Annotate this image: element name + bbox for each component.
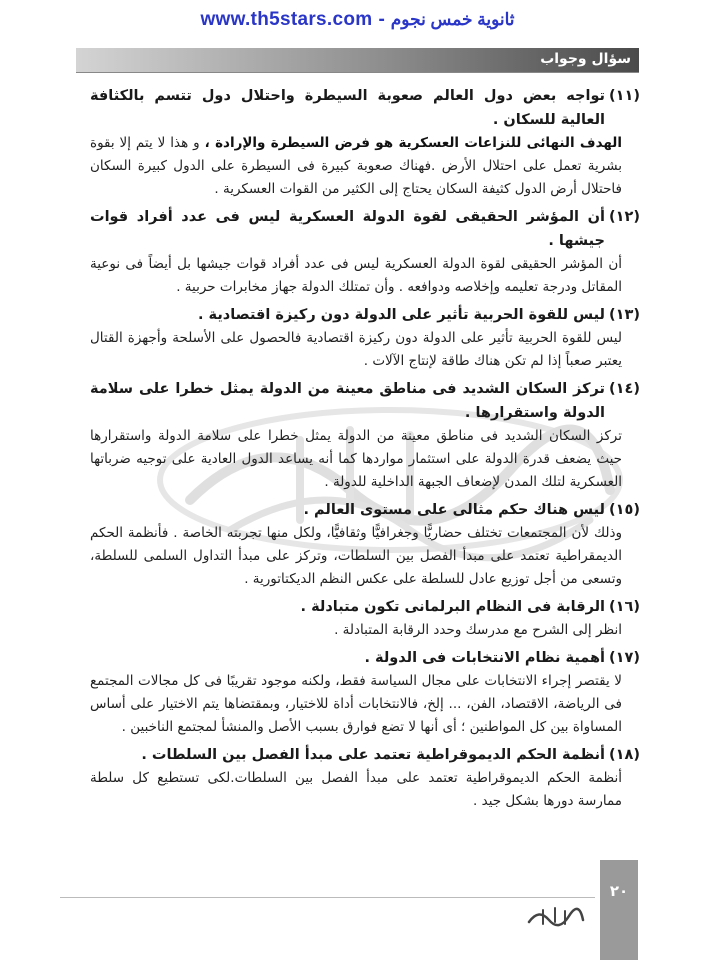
question-number: (١٦)	[609, 599, 640, 615]
question-item	[90, 498, 640, 591]
site-name: ثانوية خمس نجوم	[390, 10, 515, 29]
calligraphy-logo-icon	[525, 902, 585, 932]
site-url[interactable]: www.th5stars.com	[200, 9, 373, 30]
page-footer	[0, 875, 715, 960]
question-item	[90, 205, 640, 299]
question-number: (١١)	[609, 88, 640, 104]
page-number-tab	[600, 860, 638, 960]
answer-text	[90, 132, 622, 201]
question-item	[90, 377, 640, 494]
question-heading	[90, 377, 640, 425]
answer-body: و هذا لا يتم إلا بقوة بشرية تعمل على احتلال الأرض .فهناك صعوبة كبيرة فى السيطرة على الدول كبيرة السكان فاحتلال أرض الدول كثيفة السكان يحتاج إلى الكثير من القوات العسكرية .	[90, 135, 622, 197]
question-number: (١٧)	[609, 650, 640, 666]
question-heading	[90, 84, 640, 132]
answer-text: تركز السكان الشديد فى مناطق معينة من الدولة يمثل خطرا على سلامة الدولة واستقرارها حيث يضعف قدرة الدولة على استثمار مواردها كما أنه يساعد الدول العادية على توجيه ضرباتها العسكرية لتلك المدن لإضعاف الجبهة الداخلية للدولة .	[90, 428, 622, 490]
answer-text: أنظمة الحكم الديموقراطية تعتمد على مبدأ الفصل بين السلطات.لكى تستطيع كل سلطة ممارسة دورها بشكل جيد .	[90, 770, 622, 809]
question-item	[90, 84, 640, 201]
question-text: تركز السكان الشديد فى مناطق معينة من الدولة يمثل خطرا على سلامة الدولة واستقرارها .	[90, 381, 606, 421]
footer-divider	[60, 897, 595, 898]
question-text: ليس هناك حكم مثالى على مستوى العالم .	[303, 502, 606, 518]
question-heading	[90, 646, 640, 670]
question-item	[90, 303, 640, 373]
questions-list	[90, 84, 640, 817]
question-number: (١٨)	[609, 747, 640, 763]
question-text: تواجه بعض دول العالم صعوبة السيطرة واحتلال دول تتسم بالكثافة العالية للسكان .	[90, 88, 606, 128]
question-text: الرقابة فى النظام البرلمانى تكون متبادلة .	[300, 599, 606, 615]
question-number: (١٥)	[609, 502, 640, 518]
question-heading	[90, 498, 640, 522]
question-heading	[90, 743, 640, 767]
question-text: أهمية نظام الانتخابات فى الدولة .	[364, 650, 606, 666]
section-title: سؤال وجواب	[540, 51, 631, 67]
answer-text: ليس للقوة الحربية تأثير على الدولة دون ركيزة اقتصادية فالحصول على الأسلحة وأجهزة القتال يعتبر صعباً إذا لم تكن هناك طاقة لإنتاج الآلات .	[90, 330, 622, 369]
question-text: ليس للقوة الحربية تأثير على الدولة دون ركيزة اقتصادية .	[198, 307, 606, 323]
question-heading	[90, 595, 640, 619]
question-item	[90, 646, 640, 739]
question-heading	[90, 205, 640, 253]
question-text: أنظمة الحكم الديموقراطية تعتمد على مبدأ الفصل بين السلطات .	[141, 747, 606, 763]
answer-text: وذلك لأن المجتمعات تختلف حضاريًّا وجغرافيًّا وثقافيًّا، ولكل منها تجربته الخاصة . فأنظمة الحكم الديمقراطية تعتمد على مبدأ الفصل بين السلطات، وتركز على مبدأ التداول السلمى للسلطة، وتسعى من أجل توزيع عادل للسلطة على عكس النظم الديكتاتورية .	[90, 525, 622, 587]
answer-text: انظر إلى الشرح مع مدرسك وحدد الرقابة المتبادلة .	[334, 622, 622, 638]
page-number: ٢٠	[609, 882, 629, 900]
answer-text: أن المؤشر الحقيقى لقوة الدولة العسكرية ليس فى عدد أفراد قوات جيشها بل أيضاً فى نوعية المقاتل ودرجة تعليمه وإخلاصه ودوافعه . وأن تمتلك الدولة جهاز مخابرات حربية .	[90, 256, 622, 295]
question-item	[90, 743, 640, 813]
question-item	[90, 595, 640, 642]
question-number: (١٤)	[609, 381, 640, 397]
answer-bold-text: الهدف النهائى للنزاعات العسكرية هو فرض السيطرة والإرادة ،	[204, 135, 622, 151]
footer-logo	[525, 902, 585, 932]
question-number: (١٢)	[609, 209, 640, 225]
answer-text: لا يقتصر إجراء الانتخابات على مجال السياسة فقط، ولكنه موجود تقريبًا فى كل مجالات المجتمع فى الرياضة، الاقتصاد، الفن، ... إلخ، فالانتخابات أداة للاختيار، وبمقتضاها يتم الاختيار على أساس المساواة بين كل المواطنين ؛ أى أنها لا تضع فوارق بسبب الأصل والمنشأ لمجتمع الناخبين .	[90, 673, 622, 735]
site-separator: -	[378, 9, 385, 30]
site-header	[0, 0, 715, 40]
question-text: أن المؤشر الحقيقى لقوة الدولة العسكرية ليس فى عدد أفراد قوات جيشها .	[90, 209, 606, 249]
question-number: (١٣)	[609, 307, 640, 323]
section-header-bar	[76, 48, 639, 73]
question-heading	[90, 303, 640, 327]
